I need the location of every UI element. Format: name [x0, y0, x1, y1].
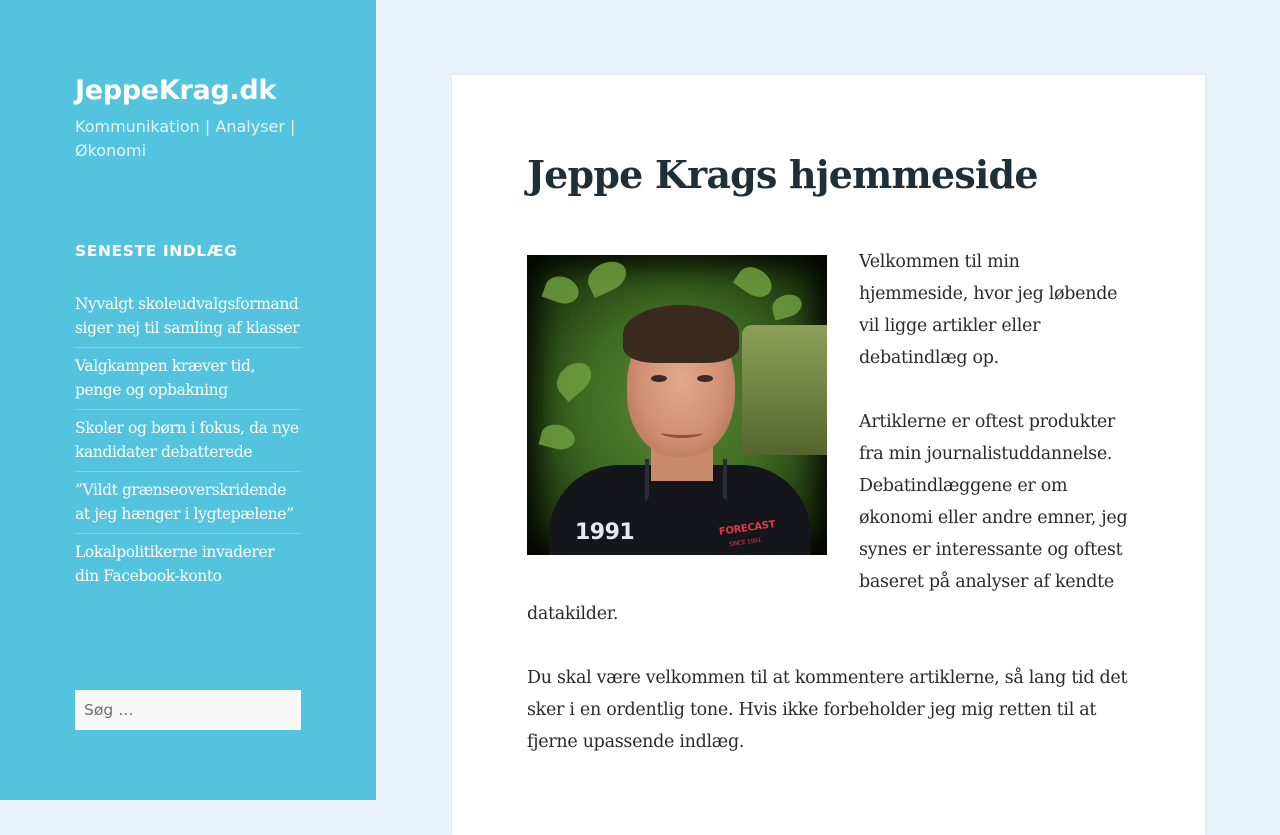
list-item: [75, 409, 301, 471]
recent-post-link[interactable]: Valgkampen kræver tid, penge og opbakning: [75, 357, 256, 399]
recent-post-link[interactable]: Nyvalgt skoleudvalgsformand siger nej til samling af klasser: [75, 295, 300, 337]
post-card: [452, 75, 1205, 835]
shirt-number-text: 1991: [575, 520, 635, 545]
list-item: [75, 471, 301, 533]
recent-post-link[interactable]: Skoler og børn i fokus, da nye kandidater debatterede: [75, 419, 299, 461]
site-title-link[interactable]: JeppeKrag.dk: [75, 75, 277, 106]
page-title: Jeppe Krags hjemmeside: [527, 152, 1038, 197]
recent-post-link[interactable]: ”Vildt grænseoverskridende at jeg hænger i lygtepælene”: [75, 481, 294, 523]
list-item: [75, 533, 301, 595]
site-description: Kommunikation | Analyser | Økonomi: [75, 117, 296, 160]
intro-paragraph: Velkommen til min hjemmeside, hvor jeg løbende vil ligge artikler eller debatindlæg op.: [859, 252, 1118, 368]
recent-post-link[interactable]: Lokalpolitikerne invaderer din Facebook-konto: [75, 543, 275, 585]
comments-paragraph: Du skal være velkommen til at kommentere artiklerne, så lang tid det sker i en ordentlig tone. Hvis ikke forbeholder jeg mig retten til at fjerne upassende indlæg.: [527, 668, 1128, 752]
recent-posts-heading: SENESTE INDLÆG: [75, 242, 238, 260]
recent-posts-list: [75, 286, 301, 595]
shirt-since-text: SINCE 1991: [728, 536, 762, 549]
list-item: [75, 286, 301, 347]
entry-content: [527, 246, 1129, 790]
main-content: [376, 0, 1280, 800]
list-item: [75, 347, 301, 409]
profile-photo: [527, 255, 827, 555]
sidebar: [0, 0, 376, 800]
search-input[interactable]: [75, 690, 301, 730]
shirt-brand-text: FORECAST: [718, 519, 776, 538]
articles-paragraph: Artiklerne er oftest produkter fra min journalistuddannelse. Debatindlæggene er om økonomi eller andre emner, jeg synes er interessante og oftest baseret på analyser af kendte datakilder.: [527, 412, 1128, 624]
